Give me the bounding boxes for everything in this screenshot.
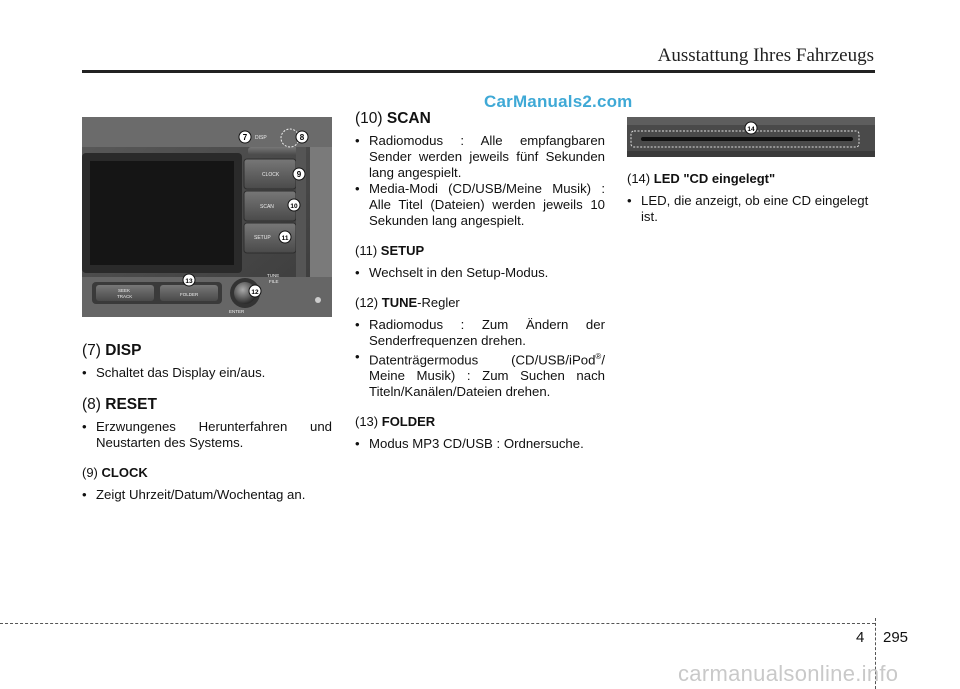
- section-10-heading: (10) SCAN: [355, 110, 431, 127]
- seek-label: SEEK: [118, 288, 131, 293]
- tune-label: TUNE: [267, 273, 280, 278]
- section-12-bullet-radio: • Radiomodus : Zum Ändern der Senderfrequenzen drehen.: [355, 317, 605, 349]
- watermark-top: CarManuals2.com: [484, 92, 633, 111]
- folder-label: FOLDER: [180, 292, 199, 297]
- chapter-number: 4: [856, 629, 865, 646]
- section-14-heading: (14) LED "CD eingelegt": [627, 171, 776, 186]
- section-11-bullet: • Wechselt in den Setup-Modus.: [355, 265, 605, 281]
- callout-10: 10: [290, 203, 298, 210]
- section-9-bullet: • Zeigt Uhrzeit/Datum/Wochentag an.: [82, 487, 332, 503]
- section-8-heading: (8) RESET: [82, 396, 157, 413]
- section-10-bullet-radio: • Radiomodus : Alle empfangbaren Sender werden jeweils fünf Sekunden lang angespielt.: [355, 133, 605, 181]
- section-11-heading: (11) SETUP: [355, 243, 425, 258]
- cd-slot-photo: [627, 117, 875, 157]
- setup-button-label: SETUP: [254, 235, 271, 241]
- callout-9: 9: [296, 170, 302, 179]
- clock-button-label: CLOCK: [262, 172, 280, 178]
- column-2: [355, 111, 605, 452]
- callout-14: 14: [747, 126, 755, 133]
- column-1: [82, 343, 332, 503]
- section-7-heading: (7) DISP: [82, 342, 142, 359]
- section-9-heading: (9) CLOCK: [82, 465, 148, 480]
- section-7-bullet: • Schaltet das Display ein/aus.: [82, 365, 332, 381]
- file-label: FILE: [269, 279, 279, 284]
- callout-11: 11: [281, 235, 289, 242]
- section-13-heading: (13) FOLDER: [355, 414, 436, 430]
- column-3: [627, 171, 877, 225]
- callout-13: 13: [185, 278, 193, 285]
- callout-12: 12: [251, 289, 259, 296]
- callout-8: 8: [299, 133, 305, 142]
- section-12-bullet-media: • Datenträgermodus (CD/USB/iPod®/ Meine Musik) : Zum Suchen nach Titeln/Kanälen/Dateien drehen.: [355, 349, 605, 400]
- section-8-bullet: • Erzwungenes Herunterfahren und Neustarten des Systems.: [82, 419, 332, 451]
- callout-7: 7: [242, 133, 248, 142]
- head-unit-photo: [82, 117, 332, 317]
- header-title: Ausstattung Ihres Fahrzeugs: [657, 45, 874, 66]
- track-label: TRACK: [117, 294, 133, 299]
- section-12-heading: (12) TUNE-Regler: [355, 295, 460, 310]
- section-14-bullet: • LED, die anzeigt, ob eine CD eingelegt ist.: [627, 193, 877, 225]
- section-13-bullet: • Modus MP3 CD/USB : Ordnersuche.: [355, 436, 605, 452]
- footer-rule: [0, 623, 875, 624]
- scan-button-label: SCAN: [260, 204, 274, 210]
- disp-button-label: DISP: [255, 135, 267, 141]
- section-10-bullet-media: • Media-Modi (CD/USB/Meine Musik) : Alle Titel (Dateien) werden jeweils 10 Sekunden lang angespielt.: [355, 181, 605, 229]
- watermark-bottom: carmanualsonline.info: [678, 661, 899, 686]
- enter-label: ENTER: [229, 309, 245, 314]
- header-rule: [82, 70, 875, 73]
- page-number: 295: [883, 629, 909, 646]
